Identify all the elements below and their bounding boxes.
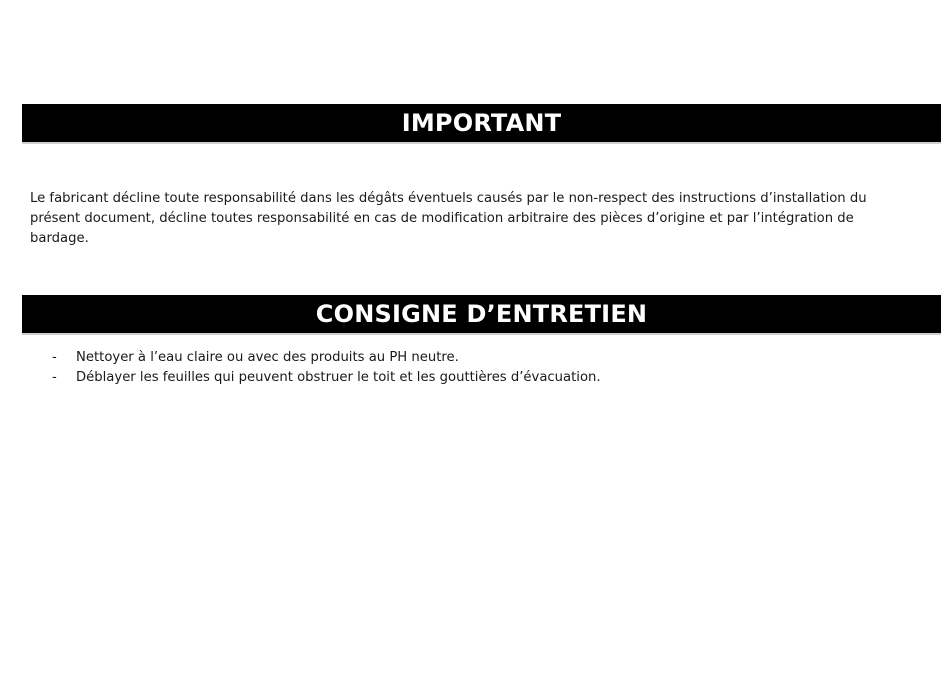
maintenance-list (30, 348, 601, 388)
section-title: IMPORTANT (401, 109, 562, 137)
list-item (30, 348, 601, 368)
section-heading-important (22, 104, 941, 144)
section-heading-maintenance (22, 295, 941, 335)
section-title: CONSIGNE D’ENTRETIEN (315, 300, 648, 328)
list-bullet: - (52, 370, 57, 385)
list-item-text: Déblayer les feuilles qui peuvent obstruer le toit et les gouttières d’évacuation. (76, 370, 601, 385)
list-item-text: Nettoyer à l’eau claire ou avec des produits au PH neutre. (76, 350, 459, 365)
list-bullet: - (52, 350, 57, 365)
list-item (30, 368, 601, 388)
disclaimer-paragraph: Le fabricant décline toute responsabilité dans les dégâts éventuels causés par le non-respect des instructions d’installation du présent document, décline toutes responsabilité en cas de modification arbitraire des pièces d’origine et par l’intégration de bardage. (30, 191, 867, 246)
